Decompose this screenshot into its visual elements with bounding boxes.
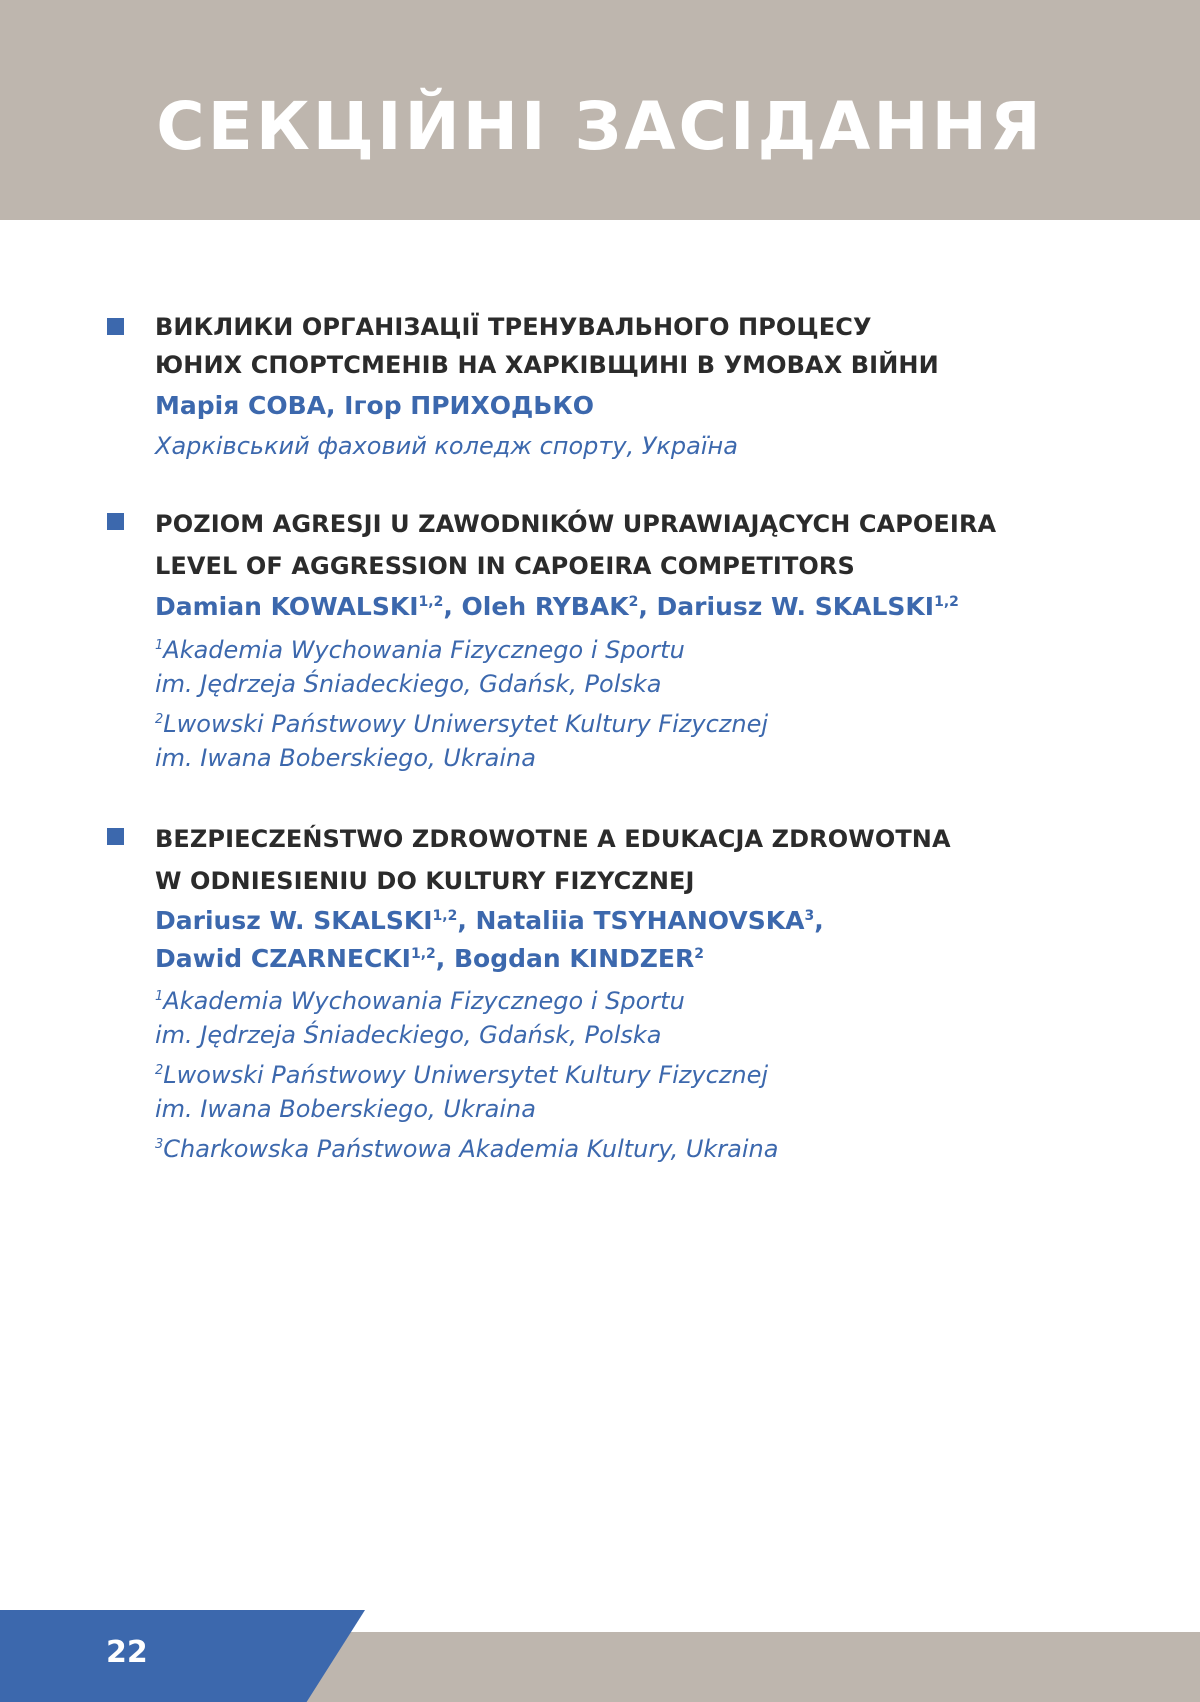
affil-line: im. Jędrzeja Śniadeckiego, Gdańsk, Polska bbox=[155, 1021, 662, 1049]
entry-authors: Марія СОВА, Ігор ПРИХОДЬКО bbox=[155, 391, 595, 420]
affil-number: 1 bbox=[155, 638, 164, 653]
entry-authors bbox=[155, 902, 1107, 978]
affiliation-block bbox=[155, 633, 1107, 701]
entry-affiliation bbox=[155, 1058, 1107, 1126]
page-header bbox=[0, 0, 1200, 220]
author-name: Dawid CZARNECKI bbox=[155, 944, 411, 973]
author-affil-ref: 1,2 bbox=[418, 594, 444, 610]
entry-title-line: W ODNIESIENIU DO KULTURY FIZYCZNEJ bbox=[155, 867, 695, 895]
affiliation-block bbox=[155, 984, 1107, 1052]
affil-line: im. Jędrzeja Śniadeckiego, Gdańsk, Polska bbox=[155, 670, 662, 698]
affil-line: Lwowski Państwowy Uniwersytet Kultury Fizycznej bbox=[163, 710, 769, 738]
author-affil-ref: 1,2 bbox=[432, 908, 458, 924]
affil-line: im. Iwana Boberskiego, Ukraina bbox=[155, 1095, 536, 1123]
footer-band bbox=[300, 1632, 1200, 1702]
author-name: Nataliia TSYHANOVSKA bbox=[475, 906, 805, 935]
author-separator: , bbox=[814, 906, 824, 935]
entry-authors bbox=[155, 587, 1107, 627]
bullet-square-icon bbox=[107, 828, 124, 845]
page-number: 22 bbox=[106, 1635, 148, 1670]
entry-title bbox=[155, 308, 1107, 384]
author-affil-ref: 3 bbox=[804, 908, 815, 924]
author-name: Oleh RYBAK bbox=[461, 592, 629, 621]
entry-title-line: BEZPIECZEŃSTWO ZDROWOTNE A EDUKACJA ZDROWOTNA bbox=[155, 825, 951, 853]
entry-title-line: LEVEL OF AGGRESSION IN CAPOEIRA COMPETITORS bbox=[155, 552, 855, 580]
affil-number: 1 bbox=[155, 989, 164, 1004]
entry-affiliation bbox=[155, 707, 1107, 775]
session-entry bbox=[107, 503, 1107, 775]
bullet-square-icon bbox=[107, 318, 124, 335]
author-affil-ref: 1,2 bbox=[934, 594, 959, 610]
session-entry bbox=[107, 308, 1107, 463]
author-name: Dariusz W. SKALSKI bbox=[656, 592, 935, 621]
entry-affiliation: Харківський фаховий коледж спорту, Україна bbox=[155, 432, 738, 460]
author-separator: , bbox=[443, 592, 462, 621]
entry-affiliation bbox=[155, 1132, 1107, 1166]
author-affil-ref: 1,2 bbox=[410, 946, 436, 962]
affil-number: 2 bbox=[155, 712, 164, 727]
affil-line: im. Iwana Boberskiego, Ukraina bbox=[155, 744, 536, 772]
author-separator: , bbox=[457, 906, 476, 935]
affil-number: 3 bbox=[155, 1137, 164, 1152]
affil-line: Akademia Wychowania Fizycznego i Sportu bbox=[163, 987, 685, 1015]
section-title: СЕКЦІЙНІ ЗАСІДАННЯ bbox=[156, 88, 1044, 165]
affil-number: 2 bbox=[155, 1063, 164, 1078]
affil-line: Charkowska Państwowa Akademia Kultury, Ukraina bbox=[163, 1135, 779, 1163]
author-name: Damian KOWALSKI bbox=[155, 592, 419, 621]
footer-page-tab bbox=[0, 1610, 365, 1702]
entry-title-line: ВИКЛИКИ ОРГАНІЗАЦІЇ ТРЕНУВАЛЬНОГО ПРОЦЕСУ bbox=[155, 313, 872, 341]
author-affil-ref: 2 bbox=[694, 946, 704, 962]
entry-affiliation bbox=[155, 984, 1107, 1052]
entry-title-line: POZIOM AGRESJI U ZAWODNIKÓW UPRAWIAJĄCYCH CAPOEIRA bbox=[155, 510, 997, 538]
affiliation-block bbox=[155, 1132, 1107, 1166]
author-name: Dariusz W. SKALSKI bbox=[155, 906, 433, 935]
author-affil-ref: 2 bbox=[628, 594, 639, 610]
affiliation-block bbox=[155, 707, 1107, 775]
entry-title bbox=[155, 818, 1107, 902]
affil-line: Lwowski Państwowy Uniwersytet Kultury Fizycznej bbox=[163, 1061, 769, 1089]
affiliation-block bbox=[155, 1058, 1107, 1126]
author-name: Bogdan KINDZER bbox=[454, 944, 695, 973]
affil-line: Akademia Wychowania Fizycznego i Sportu bbox=[163, 636, 685, 664]
bullet-square-icon bbox=[107, 513, 124, 530]
entry-title-line: ЮНИХ СПОРТСМЕНІВ НА ХАРКІВЩИНІ В УМОВАХ ВІЙНИ bbox=[155, 351, 939, 379]
entry-title bbox=[155, 503, 1107, 587]
session-entry bbox=[107, 818, 1107, 1166]
author-separator: , bbox=[435, 944, 454, 973]
author-separator: , bbox=[638, 592, 657, 621]
entry-affiliation bbox=[155, 633, 1107, 701]
